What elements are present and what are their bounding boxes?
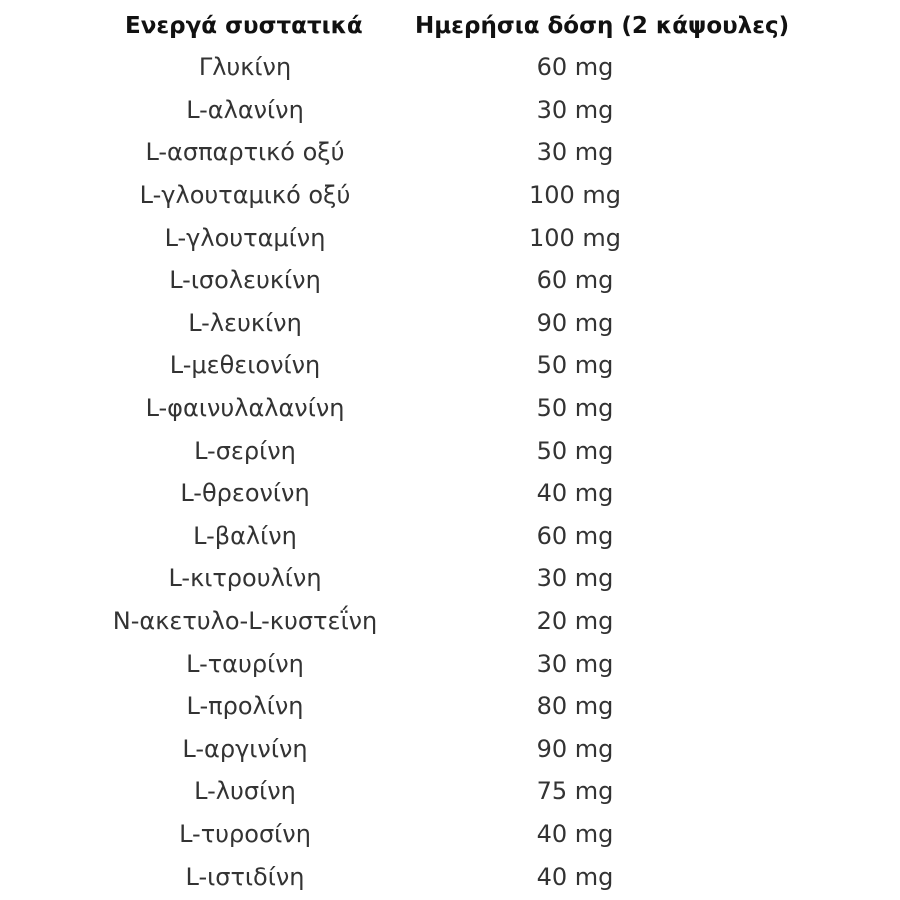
ingredient-name: L-ισολευκίνη <box>169 266 321 295</box>
table-row <box>105 259 805 302</box>
ingredient-dose: 75 mg <box>536 777 614 806</box>
table-header <box>105 6 805 46</box>
ingredient-dose: 50 mg <box>536 436 614 465</box>
table-row <box>105 131 805 174</box>
ingredient-dose: 50 mg <box>536 351 614 380</box>
table-row <box>105 557 805 600</box>
ingredient-name: L-αλανίνη <box>186 95 304 124</box>
table-row <box>105 472 805 515</box>
ingredient-name: L-γλουταμίνη <box>164 223 326 252</box>
ingredient-dose: 20 mg <box>536 607 614 636</box>
ingredient-name: L-ιστιδίνη <box>185 862 305 891</box>
ingredient-dose: 100 mg <box>528 223 622 252</box>
ingredient-name: L-ταυρίνη <box>186 649 304 678</box>
table-row <box>105 387 805 430</box>
table-row <box>105 46 805 89</box>
ingredient-dose: 30 mg <box>536 564 614 593</box>
table-row <box>105 344 805 387</box>
ingredient-name: L-βαλίνη <box>193 521 297 550</box>
table-row <box>105 302 805 345</box>
ingredient-dose: 60 mg <box>536 521 614 550</box>
table-row <box>105 216 805 259</box>
ingredient-name: L-ασπαρτικό οξύ <box>145 138 345 167</box>
header-ingredient: Ενεργά συστατικά <box>125 13 363 39</box>
ingredient-name: L-προλίνη <box>186 692 304 721</box>
ingredient-dose: 40 mg <box>536 819 614 848</box>
ingredient-dose: 100 mg <box>528 181 622 210</box>
ingredient-name: L-θρεονίνη <box>180 479 310 508</box>
ingredient-name: L-τυροσίνη <box>179 819 311 848</box>
ingredient-dose: 60 mg <box>536 266 614 295</box>
table-row <box>105 685 805 728</box>
ingredient-dose: 90 mg <box>536 308 614 337</box>
table-row <box>105 515 805 558</box>
ingredient-name: L-λευκίνη <box>188 308 302 337</box>
ingredient-name: L-γλουταμικό οξύ <box>139 181 351 210</box>
table-body <box>105 46 805 898</box>
table-row <box>105 429 805 472</box>
table-row <box>105 89 805 132</box>
header-dose: Ημερήσια δόση (2 κάψουλες) <box>415 13 790 39</box>
ingredient-dose: 60 mg <box>536 53 614 82</box>
table-row <box>105 174 805 217</box>
ingredients-table <box>105 6 805 898</box>
ingredient-name: L-μεθειονίνη <box>169 351 321 380</box>
table-row <box>105 642 805 685</box>
ingredient-name: Γλυκίνη <box>198 53 292 82</box>
ingredient-dose: 80 mg <box>536 692 614 721</box>
ingredient-dose: 40 mg <box>536 862 614 891</box>
ingredient-dose: 50 mg <box>536 394 614 423</box>
table-row <box>105 770 805 813</box>
table-row <box>105 813 805 856</box>
table-row <box>105 600 805 643</box>
ingredient-name: L-φαινυλαλανίνη <box>145 394 345 423</box>
ingredient-dose: 40 mg <box>536 479 614 508</box>
ingredient-dose: 30 mg <box>536 138 614 167</box>
ingredient-name: N-ακετυλο-L-κυστεΐνη <box>112 607 378 636</box>
ingredient-dose: 30 mg <box>536 649 614 678</box>
ingredient-name: L-λυσίνη <box>194 777 296 806</box>
ingredient-name: L-αργινίνη <box>182 734 308 763</box>
ingredient-name: L-σερίνη <box>194 436 296 465</box>
table-row <box>105 728 805 771</box>
ingredient-name: L-κιτρουλίνη <box>168 564 322 593</box>
ingredient-dose: 90 mg <box>536 734 614 763</box>
table-row <box>105 855 805 898</box>
ingredient-dose: 30 mg <box>536 95 614 124</box>
